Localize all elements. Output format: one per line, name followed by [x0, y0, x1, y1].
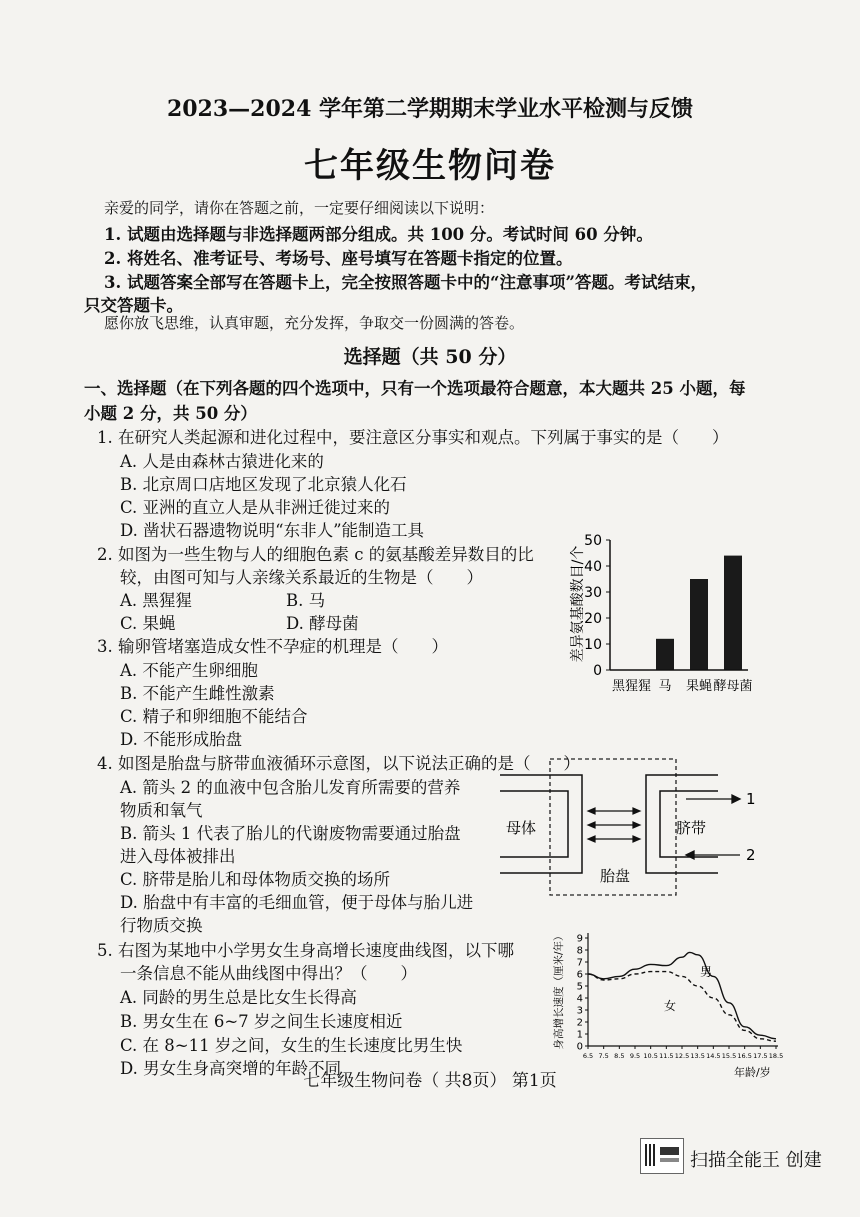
- growth-chart-xlabel: 年龄/岁: [734, 1066, 771, 1079]
- instruction-note: 只交答题卡。: [84, 296, 183, 315]
- amino-acid-difference-bar-chart: [560, 530, 760, 695]
- growth-series-line-0: [588, 952, 776, 1038]
- exam-title: 2023—2024 学年第二学期期末学业水平检测与反馈: [166, 96, 694, 122]
- growth-xtick-label: 12.5: [674, 1052, 690, 1060]
- question-2-stem: 较，由图可知与人亲缘关系最近的生物是（ ）: [120, 568, 483, 587]
- question-3-option-a: A. 不能产生卵细胞: [120, 661, 258, 680]
- instruction-note: 1. 试题由选择题与非选择题两部分组成。共 100 分。考试时间 60 分钟。: [104, 225, 653, 244]
- growth-xtick-label: 11.5: [659, 1052, 674, 1060]
- placenta-circulation-diagram: [500, 755, 780, 900]
- bar-chart-ytick-label: 30: [584, 585, 602, 601]
- growth-ytick-label: 5: [576, 981, 583, 993]
- arrow-1-icon: [686, 795, 740, 803]
- question-4-option-d: D. 胎盘中有丰富的毛细血管，便于母体与胎儿进: [120, 893, 474, 912]
- arrow-2-icon: [686, 851, 740, 859]
- growth-xtick-label: 16.5: [737, 1052, 752, 1060]
- growth-xtick-label: 18.5: [768, 1052, 783, 1060]
- question-1-option-b: B. 北京周口店地区发现了北京猿人化石: [120, 475, 407, 494]
- section-instruction: 小题 2 分，共 50 分）: [84, 404, 257, 423]
- bar-chart-ytick-label: 10: [584, 637, 602, 653]
- question-5-option-a: A. 同龄的男生总是比女生长得高: [120, 988, 357, 1007]
- growth-ytick-label: 3: [576, 1005, 583, 1017]
- question-4-stem: 4. 如图是胎盘与脐带血液循环示意图，以下说法正确的是（ ）: [97, 754, 580, 773]
- instructions-intro: 亲爱的同学，请你在答题之前，一定要仔细阅读以下说明：: [104, 199, 495, 217]
- page-footer: 七年级生物问卷（ 共8页） 第1页: [303, 1071, 557, 1091]
- exchange-arrows: [588, 808, 640, 842]
- question-4-option-b: B. 箭头 1 代表了胎儿的代谢废物需要通过胎盘: [120, 824, 461, 843]
- question-3-option-c: C. 精子和卵细胞不能结合: [120, 707, 308, 726]
- instruction-note: 3. 试题答案全部写在答题卡上，完全按照答题卡中的“注意事项”答题。考试结束，: [104, 273, 707, 292]
- bar-category-label: 酵母菌: [713, 679, 753, 694]
- question-2-option-c: C. 果蝇: [120, 614, 176, 633]
- growth-xtick-label: 13.5: [690, 1052, 705, 1060]
- growth-xtick-label: 6.5: [582, 1052, 594, 1060]
- question-2-option-b: B. 马: [286, 591, 326, 610]
- instruction-note: 2. 将姓名、准考证号、考场号、座号填写在答题卡指定的位置。: [104, 249, 573, 268]
- growth-ytick-label: 6: [576, 969, 583, 981]
- question-1-option-d: D. 凿状石器遗物说明“东非人”能制造工具: [120, 521, 425, 540]
- section-instruction: 一、选择题（在下列各题的四个选项中，只有一个选项最符合题意，本大题共 25 小题，每: [84, 379, 746, 398]
- growth-ytick-label: 1: [576, 1029, 583, 1041]
- arrow-1-label: 1: [746, 790, 756, 808]
- question-2-option-a: A. 黑猩猩: [120, 591, 192, 610]
- bar-category-label: 果蝇: [685, 679, 713, 694]
- growth-ytick-label: 4: [576, 993, 583, 1005]
- bar-1: [656, 639, 674, 670]
- growth-ytick-label: 2: [576, 1017, 583, 1029]
- question-5-stem: 一条信息不能从曲线图中得出？（ ）: [120, 964, 417, 983]
- question-4-option-a-cont: 物质和氧气: [120, 801, 203, 820]
- question-3-option-b: B. 不能产生雌性激素: [120, 684, 275, 703]
- question-5-option-c: C. 在 8~11 岁之间，女生的生长速度比男生快: [120, 1036, 463, 1055]
- section-title: 选择题（共 50 分）: [343, 346, 517, 368]
- question-3-option-d: D. 不能形成胎盘: [120, 730, 243, 749]
- question-1-option-a: A. 人是由森林古猿进化来的: [120, 452, 324, 471]
- growth-xtick-label: 7.5: [598, 1052, 609, 1060]
- paper-title: 七年级生物问卷: [304, 146, 556, 186]
- bar-chart-ytick-label: 20: [584, 611, 602, 627]
- growth-xtick-label: 8.5: [614, 1052, 625, 1060]
- bar-chart-ytick-label: 40: [584, 559, 602, 575]
- growth-xtick-label: 15.5: [721, 1052, 737, 1060]
- question-4-option-d-cont: 行物质交换: [120, 916, 203, 935]
- question-5-option-b: B. 男女生在 6~7 岁之间生长速度相近: [120, 1012, 403, 1031]
- bar-chart-ytick-label: 0: [593, 663, 602, 679]
- growth-chart-ylabel: 身高增长速度（厘米/年）: [553, 930, 565, 1050]
- bar-3: [724, 556, 742, 670]
- question-2-option-d: D. 酵母菌: [286, 614, 359, 633]
- question-5-stem: 5. 右图为某地中小学男女生身高增长速度曲线图，以下哪: [97, 941, 514, 960]
- bar-chart-ylabel: 差异氨基酸数目/个: [570, 545, 586, 663]
- growth-xtick-label: 10.5: [643, 1052, 658, 1060]
- growth-xtick-label: 17.5: [753, 1052, 768, 1060]
- bar-chart-ytick-label: 50: [584, 533, 602, 549]
- bar-category-label: 马: [658, 679, 672, 694]
- question-4-option-b-cont: 进入母体被排出: [120, 847, 236, 866]
- umbilical-cord-label: 脐带: [676, 819, 707, 837]
- growth-ytick-label: 7: [576, 957, 583, 969]
- scanner-watermark: 扫描全能王 创建: [690, 1150, 822, 1171]
- series-label-female: 女: [664, 999, 677, 1013]
- placenta-label: 胎盘: [600, 867, 631, 885]
- instructions-wish: 愿你放飞思维，认真审题，充分发挥，争取交一份圆满的答卷。: [104, 314, 525, 332]
- arrow-2-label: 2: [746, 846, 756, 864]
- question-4-option-a: A. 箭头 2 的血液中包含胎儿发育所需要的营养: [120, 778, 461, 797]
- growth-ytick-label: 0: [576, 1041, 583, 1053]
- question-3-stem: 3. 输卵管堵塞造成女性不孕症的机理是（ ）: [97, 637, 448, 656]
- bar-category-label: 黑猩猩: [612, 679, 652, 694]
- question-5-option-d: D. 男女生身高突增的年龄不同: [120, 1059, 342, 1078]
- series-label-male: 男: [700, 965, 713, 979]
- question-1-stem: 1. 在研究人类起源和进化过程中，要注意区分事实和观点。下列属于事实的是（ ）: [97, 428, 729, 447]
- question-4-option-c: C. 脐带是胎儿和母体物质交换的场所: [120, 870, 391, 889]
- question-1-option-c: C. 亚洲的直立人是从非洲迁徙过来的: [120, 498, 391, 517]
- height-growth-rate-chart: [548, 918, 783, 1083]
- growth-ytick-label: 8: [576, 945, 583, 957]
- growth-series-line-1: [588, 972, 776, 1042]
- growth-ytick-label: 9: [576, 933, 583, 945]
- scanner-logo-icon: [640, 1138, 684, 1174]
- bar-2: [690, 579, 708, 670]
- mother-label: 母体: [506, 819, 537, 837]
- growth-xtick-label: 14.5: [706, 1052, 721, 1060]
- question-2-stem: 2. 如图为一些生物与人的细胞色素 c 的氨基酸差异数目的比: [97, 545, 534, 564]
- growth-xtick-label: 9.5: [629, 1052, 641, 1060]
